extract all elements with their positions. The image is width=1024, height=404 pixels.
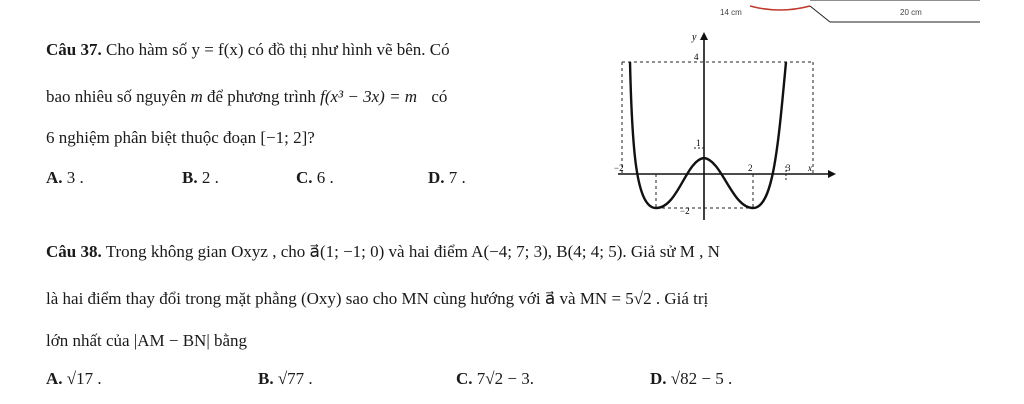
q37-var-m: m — [190, 87, 203, 106]
q37-line2 — [46, 87, 447, 107]
option-value: 2 . — [201, 168, 219, 187]
function-curve — [630, 62, 786, 208]
option-key: A. — [46, 168, 63, 187]
y-axis-arrow-icon — [700, 32, 708, 40]
option-value: √82 − 5 . — [670, 369, 733, 388]
top-fragment-right-label: 20 cm — [900, 8, 922, 17]
q37-line1 — [46, 40, 450, 60]
option-key: B. — [182, 168, 198, 187]
top-fragment-figure — [740, 0, 990, 26]
q37-line2-a: bao nhiêu số nguyên — [46, 87, 187, 106]
option-key: D. — [428, 168, 445, 187]
q37-option-a[interactable] — [46, 168, 84, 188]
q37-label: Câu 37. — [46, 40, 102, 59]
label-y: y — [692, 32, 697, 43]
label-y-one: 1 — [696, 138, 701, 148]
q38-label: Câu 38. — [46, 242, 102, 261]
label-x-3: 3 — [786, 163, 791, 173]
q37-line2-c: có — [431, 87, 448, 106]
option-value: 6 . — [316, 168, 334, 187]
option-value: 7 . — [448, 168, 466, 187]
q38-line3: lớn nhất của |AM − BN| bằng — [46, 331, 248, 350]
q38-line1 — [46, 242, 720, 262]
q38-option-c[interactable] — [456, 369, 534, 389]
label-x-2: 2 — [748, 163, 753, 173]
q37-function-graph — [608, 28, 838, 226]
option-value: √17 . — [66, 369, 102, 388]
option-value: √77 . — [277, 369, 313, 388]
option-key: D. — [650, 369, 667, 388]
option-key: B. — [258, 369, 274, 388]
top-fragment-left-label: 14 cm — [720, 8, 742, 17]
q37-option-d[interactable] — [428, 168, 466, 188]
q37-equation: f(x³ − 3x) = m — [320, 87, 418, 106]
label-y-neg2: −2 — [680, 206, 690, 216]
option-key: A. — [46, 369, 63, 388]
q38-line1-text: Trong không gian Oxyz , cho a⃗(1; −1; 0) và hai điểm A(−4; 7; 3), B(4; 4; 5). Giả sử M , N — [105, 242, 720, 261]
label-x-neg2: −2 — [614, 163, 624, 173]
option-value: 3 . — [66, 168, 84, 187]
x-axis-arrow-icon — [828, 170, 836, 178]
q37-line1-text: Cho hàm số y = f(x) có đồ thị như hình vẽ bên. Có — [105, 40, 450, 59]
label-y-top: 4 — [694, 52, 699, 62]
q38-line2: là hai điểm thay đổi trong mặt phẳng (Oxy) sao cho MN cùng hướng với a⃗ và MN = 5√2 . Giá trị — [46, 289, 709, 308]
option-value: 7√2 − 3. — [476, 369, 534, 388]
q37-line3: 6 nghiệm phân biệt thuộc đoạn [−1; 2]? — [46, 128, 315, 147]
q37-option-b[interactable] — [182, 168, 219, 188]
q38-option-b[interactable] — [258, 369, 313, 389]
q38-option-d[interactable] — [650, 369, 732, 389]
q38-option-a[interactable] — [46, 369, 102, 389]
q37-line2-b: để phương trình — [207, 87, 316, 106]
option-key: C. — [456, 369, 473, 388]
q37-option-c[interactable] — [296, 168, 334, 188]
label-x-axis: x — [808, 163, 812, 173]
option-key: C. — [296, 168, 313, 187]
